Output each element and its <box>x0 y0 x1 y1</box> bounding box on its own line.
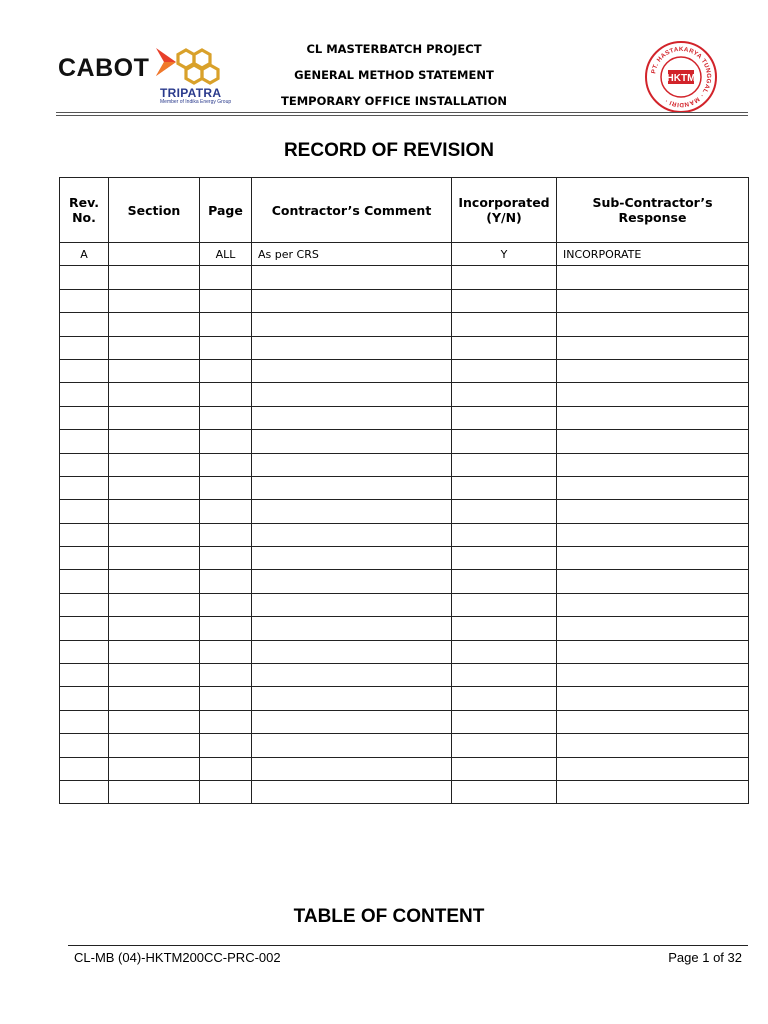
empty-cell <box>109 336 200 359</box>
empty-cell <box>557 570 749 593</box>
empty-cell <box>452 523 557 546</box>
table-row-empty <box>60 687 749 710</box>
empty-cell <box>109 289 200 312</box>
tripatra-hexagon-icon <box>174 48 226 88</box>
table-row-empty <box>60 664 749 687</box>
empty-cell <box>252 313 452 336</box>
empty-cell <box>200 570 252 593</box>
cell-incorporated: Y <box>452 243 557 266</box>
column-header-contractor-comment: Contractor’s Comment <box>252 178 452 243</box>
cell-subcontractor-response: INCORPORATE <box>557 243 749 266</box>
empty-cell <box>109 757 200 780</box>
footer-divider <box>68 945 748 946</box>
empty-cell <box>252 593 452 616</box>
table-row-empty <box>60 336 749 359</box>
empty-cell <box>252 640 452 663</box>
empty-cell <box>557 593 749 616</box>
empty-cell <box>109 617 200 640</box>
empty-cell <box>452 710 557 733</box>
table-row-empty <box>60 266 749 289</box>
empty-cell <box>109 266 200 289</box>
cell-section <box>109 243 200 266</box>
tripatra-tagline: Member of Indika Energy Group <box>160 99 232 105</box>
empty-cell <box>200 476 252 499</box>
table-row-empty <box>60 617 749 640</box>
table-of-content-title: TABLE OF CONTENT <box>293 906 485 927</box>
empty-cell <box>200 593 252 616</box>
empty-cell <box>252 547 452 570</box>
tripatra-logo-text: TRIPATRA <box>160 86 222 100</box>
table-row-empty <box>60 734 749 757</box>
empty-cell <box>557 430 749 453</box>
empty-cell <box>252 383 452 406</box>
document-number: CL-MB (04)-HKTM200CC-PRC-002 <box>74 950 281 965</box>
empty-cell <box>557 547 749 570</box>
empty-cell <box>452 383 557 406</box>
empty-cell <box>109 710 200 733</box>
empty-cell <box>452 593 557 616</box>
empty-cell <box>60 453 109 476</box>
empty-cell <box>557 289 749 312</box>
installation-title: TEMPORARY OFFICE INSTALLATION <box>281 94 507 108</box>
empty-cell <box>200 453 252 476</box>
table-row-empty <box>60 430 749 453</box>
empty-cell <box>452 640 557 663</box>
empty-cell <box>557 523 749 546</box>
empty-cell <box>557 476 749 499</box>
empty-cell <box>60 266 109 289</box>
empty-cell <box>200 664 252 687</box>
table-row-empty <box>60 593 749 616</box>
empty-cell <box>200 430 252 453</box>
header-divider-secondary <box>56 115 748 116</box>
empty-cell <box>200 687 252 710</box>
empty-cell <box>252 780 452 803</box>
table-row-empty <box>60 547 749 570</box>
empty-cell <box>557 383 749 406</box>
empty-cell <box>60 430 109 453</box>
empty-cell <box>252 687 452 710</box>
empty-cell <box>200 640 252 663</box>
empty-cell <box>200 523 252 546</box>
empty-cell <box>452 406 557 429</box>
empty-cell <box>252 336 452 359</box>
empty-cell <box>60 383 109 406</box>
empty-cell <box>557 710 749 733</box>
empty-cell <box>452 687 557 710</box>
empty-cell <box>557 453 749 476</box>
column-header-page: Page <box>200 178 252 243</box>
empty-cell <box>109 640 200 663</box>
project-title: CL MASTERBATCH PROJECT <box>306 42 482 56</box>
empty-cell <box>200 313 252 336</box>
empty-cell <box>252 476 452 499</box>
empty-cell <box>60 640 109 663</box>
empty-cell <box>252 757 452 780</box>
empty-cell <box>557 640 749 663</box>
column-header-rev-no: Rev. No. <box>60 178 109 243</box>
empty-cell <box>200 617 252 640</box>
empty-cell <box>200 359 252 382</box>
empty-cell <box>200 336 252 359</box>
empty-cell <box>60 664 109 687</box>
empty-cell <box>557 780 749 803</box>
empty-cell <box>252 570 452 593</box>
empty-cell <box>109 359 200 382</box>
page-number: Page 1 of 32 <box>668 950 742 965</box>
empty-cell <box>109 500 200 523</box>
column-header-section: Section <box>109 178 200 243</box>
empty-cell <box>557 734 749 757</box>
empty-cell <box>452 547 557 570</box>
empty-cell <box>109 383 200 406</box>
empty-cell <box>452 734 557 757</box>
table-row-empty <box>60 523 749 546</box>
empty-cell <box>200 780 252 803</box>
seal-ring-text: PT. HASTAKARYA TUNGGAL · MANDIRI · <box>650 45 713 109</box>
empty-cell <box>452 359 557 382</box>
empty-cell <box>557 757 749 780</box>
empty-cell <box>252 430 452 453</box>
empty-cell <box>109 406 200 429</box>
empty-cell <box>60 734 109 757</box>
seal-center-text: HKTM <box>666 73 696 84</box>
empty-cell <box>452 313 557 336</box>
empty-cell <box>60 500 109 523</box>
table-row-empty <box>60 757 749 780</box>
empty-cell <box>452 266 557 289</box>
empty-cell <box>109 593 200 616</box>
empty-cell <box>252 617 452 640</box>
table-row-empty <box>60 383 749 406</box>
empty-cell <box>60 313 109 336</box>
empty-cell <box>109 547 200 570</box>
table-row-empty <box>60 453 749 476</box>
empty-cell <box>200 547 252 570</box>
empty-cell <box>452 453 557 476</box>
empty-cell <box>60 570 109 593</box>
column-header-incorporated: Incorporated (Y/N) <box>452 178 557 243</box>
empty-cell <box>252 289 452 312</box>
empty-cell <box>109 476 200 499</box>
table-row-empty <box>60 476 749 499</box>
empty-cell <box>60 289 109 312</box>
empty-cell <box>557 266 749 289</box>
empty-cell <box>557 687 749 710</box>
empty-cell <box>452 476 557 499</box>
empty-cell <box>252 523 452 546</box>
cabot-logo: CABOT <box>58 54 150 82</box>
table-row-empty <box>60 359 749 382</box>
cell-rev-no: A <box>60 243 109 266</box>
empty-cell <box>109 664 200 687</box>
statement-title: GENERAL METHOD STATEMENT <box>294 68 494 82</box>
empty-cell <box>60 336 109 359</box>
empty-cell <box>200 289 252 312</box>
revision-table <box>59 177 749 804</box>
record-of-revision-title: RECORD OF REVISION <box>283 140 495 161</box>
empty-cell <box>452 757 557 780</box>
empty-cell <box>109 430 200 453</box>
empty-cell <box>452 780 557 803</box>
empty-cell <box>252 500 452 523</box>
empty-cell <box>109 687 200 710</box>
empty-cell <box>252 266 452 289</box>
empty-cell <box>200 500 252 523</box>
empty-cell <box>557 359 749 382</box>
cell-contractor-comment: As per CRS <box>252 243 452 266</box>
empty-cell <box>60 593 109 616</box>
table-row-empty <box>60 710 749 733</box>
empty-cell <box>557 336 749 359</box>
empty-cell <box>200 757 252 780</box>
table-row-empty <box>60 500 749 523</box>
empty-cell <box>60 780 109 803</box>
column-header-subcontractor-response: Sub-Contractor’s Response <box>557 178 749 243</box>
empty-cell <box>60 547 109 570</box>
hktm-seal-icon <box>644 40 718 114</box>
header-titles <box>256 38 532 116</box>
empty-cell <box>452 289 557 312</box>
empty-cell <box>252 664 452 687</box>
cell-page: ALL <box>200 243 252 266</box>
empty-cell <box>109 780 200 803</box>
empty-cell <box>60 406 109 429</box>
empty-cell <box>252 406 452 429</box>
empty-cell <box>60 359 109 382</box>
empty-cell <box>452 570 557 593</box>
empty-cell <box>109 570 200 593</box>
empty-cell <box>452 430 557 453</box>
empty-cell <box>557 664 749 687</box>
empty-cell <box>60 617 109 640</box>
table-row <box>60 243 749 266</box>
empty-cell <box>557 500 749 523</box>
table-row-empty <box>60 780 749 803</box>
empty-cell <box>452 617 557 640</box>
document-header <box>56 38 748 112</box>
empty-cell <box>109 313 200 336</box>
empty-cell <box>252 710 452 733</box>
table-row-empty <box>60 406 749 429</box>
empty-cell <box>252 359 452 382</box>
table-row-empty <box>60 289 749 312</box>
empty-cell <box>60 687 109 710</box>
empty-cell <box>60 757 109 780</box>
table-row-empty <box>60 570 749 593</box>
table-header-row <box>60 178 749 243</box>
empty-cell <box>60 710 109 733</box>
empty-cell <box>557 617 749 640</box>
empty-cell <box>200 383 252 406</box>
table-row-empty <box>60 313 749 336</box>
empty-cell <box>60 476 109 499</box>
empty-cell <box>200 710 252 733</box>
empty-cell <box>60 523 109 546</box>
empty-cell <box>200 734 252 757</box>
empty-cell <box>252 453 452 476</box>
empty-cell <box>452 664 557 687</box>
table-row-empty <box>60 640 749 663</box>
empty-cell <box>452 336 557 359</box>
empty-cell <box>452 500 557 523</box>
empty-cell <box>109 523 200 546</box>
empty-cell <box>200 266 252 289</box>
header-divider <box>56 112 748 113</box>
empty-cell <box>557 406 749 429</box>
empty-cell <box>109 734 200 757</box>
empty-cell <box>557 313 749 336</box>
empty-cell <box>252 734 452 757</box>
empty-cell <box>200 406 252 429</box>
empty-cell <box>109 453 200 476</box>
